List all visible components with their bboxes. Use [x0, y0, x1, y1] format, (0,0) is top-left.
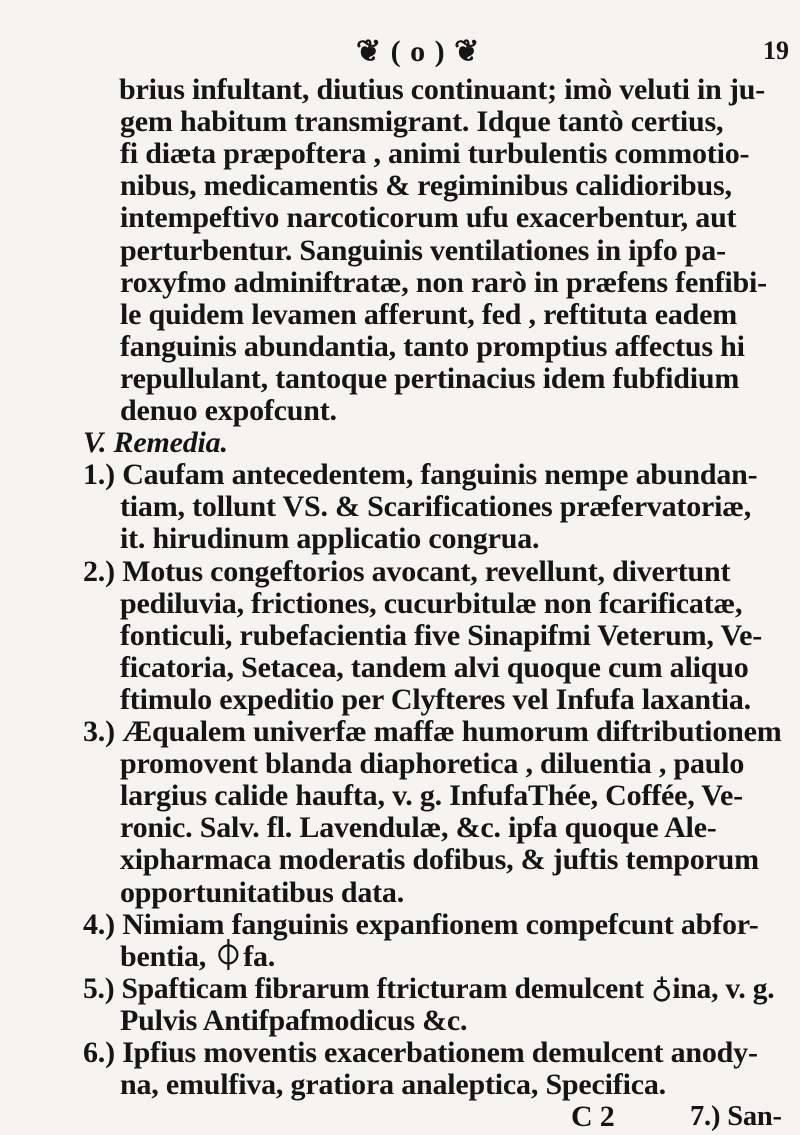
- text-line: promovent blanda diaphoretica , diluentia , paulo: [120, 747, 745, 781]
- text-line: roxyfmo adminiftratæ, non rarò in præfens fenfibi-: [120, 265, 767, 299]
- text-line: fi diæta præpoftera , animi turbulentis commotio-: [120, 137, 750, 171]
- text-line: tiam, tollunt VS. & Scarificationes præfervatoriæ,: [120, 490, 752, 524]
- text-line: perturbentur. Sanguinis ventilationes in ipfo pa-: [120, 233, 726, 267]
- text-line: Pulvis Antifpafmodicus &c.: [120, 1003, 468, 1037]
- text-line: opportunitatibus data.: [120, 875, 405, 909]
- text-line: gem habitum transmigrant. Idque tantò certius,: [120, 105, 724, 139]
- text-line: 1.) Caufam antecedentem, fanguinis nempe abundan-: [83, 458, 758, 492]
- text-line: brius infultant, diutius continuant; imò veluti in ju-: [119, 73, 766, 106]
- text-line: nibus, medicamentis & regiminibus calidioribus,: [120, 169, 732, 203]
- text-line: ficatoria, Setacea, tandem alvi quoque cum aliquo: [120, 650, 749, 684]
- page-header: [0, 34, 800, 74]
- signature-mark: C 2: [571, 1100, 615, 1134]
- page-number: 19: [763, 36, 789, 65]
- text-line: fanguinis abundantia, tanto promptius affectus hi: [120, 329, 745, 363]
- text-line: bentia, ⏀fa.: [120, 939, 276, 973]
- text-line: le quidem levamen afferunt, fed , reftituta eadem: [120, 297, 738, 331]
- text-line: 2.) Motus congeftorios avocant, revellunt, divertunt: [83, 554, 731, 588]
- text-line: 4.) Nimiam fanguinis expanfionem compefcunt abfor-: [83, 907, 759, 941]
- catchword: 7.) San-: [690, 1101, 782, 1133]
- text-line: 6.) Ipfius moventis exacerbationem demulcent anody-: [83, 1036, 758, 1069]
- header-ornament: ❦ ( o ) ❦: [356, 35, 481, 68]
- section-heading: V. Remedia.: [83, 426, 228, 460]
- text-line: ronic. Salv. fl. Lavendulæ, &c. ipfa quoque Ale-: [120, 811, 717, 845]
- text-line: largius calide haufta, v. g. InfufaThée, Coffée, Ve-: [120, 779, 743, 813]
- text-line: pediluvia, frictiones, cucurbitulæ non fcarificatæ,: [120, 586, 743, 620]
- text-line: fonticuli, rubefacientia five Sinapifmi Veterum, Ve-: [120, 618, 763, 652]
- text-line: 5.) Spafticam fibrarum ftricturam demulcent ♁ina, v. g.: [83, 972, 775, 1005]
- text-line: ftimulo expeditio per Clyfteres vel Infufa laxantia.: [120, 682, 751, 716]
- text-line: na, emulfiva, gratiora analeptica, Specifica.: [120, 1068, 666, 1102]
- text-line: repullulant, tantoque pertinacius idem fubfidium: [120, 361, 740, 395]
- text-line: intempeftivo narcoticorum ufu exacerbentur, aut: [120, 201, 737, 235]
- text-line: 3.) Æqualem univerfæ maffæ humorum diftributionem: [83, 715, 782, 748]
- text-line: denuo expofcunt.: [120, 394, 337, 427]
- text-line: xipharmaca moderatis dofibus, & juftis temporum: [120, 843, 759, 877]
- text-line: it. hirudinum applicatio congrua.: [120, 522, 540, 556]
